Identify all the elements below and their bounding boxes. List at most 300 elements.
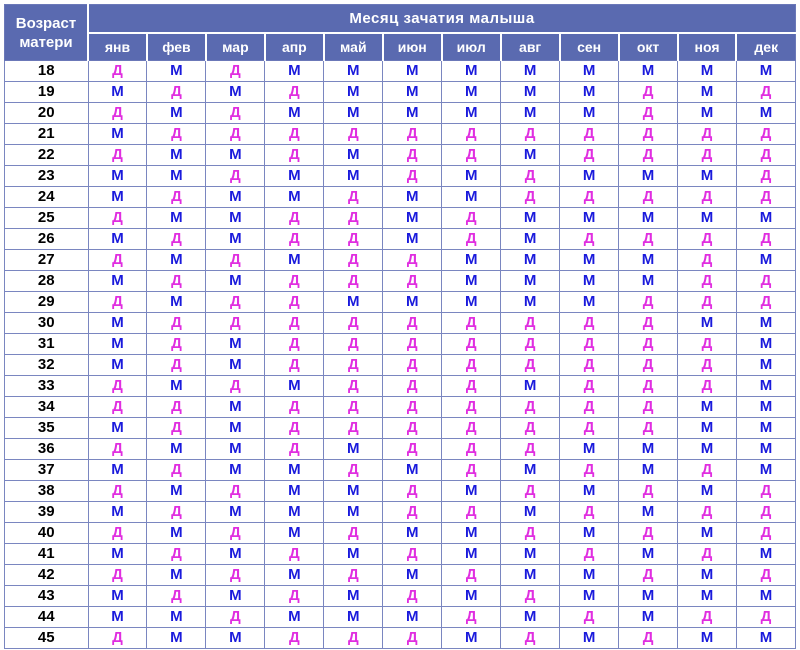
gender-cell: Д xyxy=(736,565,795,586)
month-header: окт xyxy=(619,33,678,61)
gender-cell: М xyxy=(147,145,206,166)
gender-cell: Д xyxy=(206,565,265,586)
mother-age-cell: 30 xyxy=(5,313,89,334)
gender-cell: М xyxy=(324,502,383,523)
gender-cell: Д xyxy=(736,166,795,187)
gender-cell: М xyxy=(324,61,383,82)
gender-cell: М xyxy=(736,439,795,460)
gender-cell: М xyxy=(206,544,265,565)
gender-cell: Д xyxy=(324,313,383,334)
gender-cell: Д xyxy=(324,271,383,292)
gender-cell: М xyxy=(324,586,383,607)
gender-cell: Д xyxy=(88,292,147,313)
gender-cell: М xyxy=(619,502,678,523)
gender-cell: Д xyxy=(206,376,265,397)
mother-age-cell: 33 xyxy=(5,376,89,397)
gender-cell: М xyxy=(88,586,147,607)
gender-cell: Д xyxy=(678,124,737,145)
month-header: мар xyxy=(206,33,265,61)
gender-cell: Д xyxy=(88,628,147,649)
gender-cell: М xyxy=(560,271,619,292)
gender-cell: Д xyxy=(383,397,442,418)
gender-cell: М xyxy=(147,166,206,187)
month-header: янв xyxy=(88,33,147,61)
gender-cell: Д xyxy=(206,313,265,334)
gender-cell: Д xyxy=(206,523,265,544)
gender-cell: М xyxy=(678,397,737,418)
mother-age-cell: 35 xyxy=(5,418,89,439)
gender-cell: М xyxy=(678,313,737,334)
gender-cell: Д xyxy=(383,124,442,145)
gender-cell: М xyxy=(265,250,324,271)
gender-cell: М xyxy=(147,481,206,502)
gender-cell: Д xyxy=(619,565,678,586)
gender-cell: М xyxy=(442,271,501,292)
gender-cell: Д xyxy=(383,271,442,292)
gender-cell: Д xyxy=(265,82,324,103)
gender-cell: М xyxy=(619,607,678,628)
gender-cell: Д xyxy=(678,145,737,166)
table-row xyxy=(5,544,796,565)
gender-cell: Д xyxy=(265,586,324,607)
gender-cell: Д xyxy=(560,334,619,355)
gender-cell: М xyxy=(383,229,442,250)
gender-cell: М xyxy=(442,481,501,502)
gender-cell: Д xyxy=(678,355,737,376)
gender-cell: Д xyxy=(501,313,560,334)
gender-cell: Д xyxy=(619,187,678,208)
gender-cell: М xyxy=(501,103,560,124)
gender-cell: М xyxy=(619,61,678,82)
gender-cell: Д xyxy=(324,124,383,145)
gender-cell: М xyxy=(501,460,560,481)
gender-cell: Д xyxy=(560,460,619,481)
gender-cell: М xyxy=(442,628,501,649)
gender-cell: М xyxy=(501,502,560,523)
gender-cell: Д xyxy=(88,439,147,460)
gender-cell: Д xyxy=(619,82,678,103)
gender-cell: М xyxy=(88,229,147,250)
gender-cell: Д xyxy=(265,397,324,418)
mother-age-cell: 26 xyxy=(5,229,89,250)
table-row xyxy=(5,166,796,187)
gender-cell: М xyxy=(442,166,501,187)
gender-cell: Д xyxy=(88,481,147,502)
gender-cell: Д xyxy=(619,334,678,355)
gender-cell: Д xyxy=(383,250,442,271)
mother-age-cell: 20 xyxy=(5,103,89,124)
gender-cell: Д xyxy=(324,250,383,271)
table-row xyxy=(5,586,796,607)
gender-cell: Д xyxy=(147,397,206,418)
gender-cell: Д xyxy=(147,418,206,439)
gender-cell: М xyxy=(88,82,147,103)
gender-cell: Д xyxy=(619,418,678,439)
gender-cell: Д xyxy=(383,586,442,607)
gender-cell: М xyxy=(736,460,795,481)
gender-cell: М xyxy=(383,208,442,229)
mother-age-cell: 21 xyxy=(5,124,89,145)
gender-cell: М xyxy=(206,439,265,460)
gender-cell: Д xyxy=(147,82,206,103)
gender-cell: Д xyxy=(619,481,678,502)
gender-cell: Д xyxy=(442,229,501,250)
mother-age-cell: 23 xyxy=(5,166,89,187)
table-row xyxy=(5,229,796,250)
gender-cell: Д xyxy=(619,124,678,145)
gender-cell: Д xyxy=(678,292,737,313)
gender-cell: Д xyxy=(383,145,442,166)
gender-cell: М xyxy=(324,292,383,313)
gender-cell: Д xyxy=(560,355,619,376)
gender-cell: М xyxy=(736,628,795,649)
gender-cell: М xyxy=(206,397,265,418)
gender-cell: Д xyxy=(678,502,737,523)
gender-cell: М xyxy=(206,502,265,523)
gender-cell: М xyxy=(678,628,737,649)
gender-cell: М xyxy=(736,376,795,397)
gender-cell: Д xyxy=(501,586,560,607)
gender-cell: Д xyxy=(442,439,501,460)
gender-cell: Д xyxy=(619,229,678,250)
gender-cell: Д xyxy=(383,334,442,355)
gender-cell: М xyxy=(265,502,324,523)
table-row xyxy=(5,397,796,418)
gender-cell: Д xyxy=(324,355,383,376)
gender-cell: Д xyxy=(501,628,560,649)
gender-cell: М xyxy=(560,628,619,649)
gender-cell: М xyxy=(88,418,147,439)
gender-cell: Д xyxy=(736,187,795,208)
gender-prediction-table xyxy=(4,4,796,649)
gender-cell: Д xyxy=(619,103,678,124)
month-header: май xyxy=(324,33,383,61)
gender-cell: Д xyxy=(560,145,619,166)
gender-cell: М xyxy=(383,187,442,208)
gender-cell: М xyxy=(678,523,737,544)
gender-cell: М xyxy=(265,187,324,208)
gender-cell: М xyxy=(560,166,619,187)
gender-cell: М xyxy=(265,103,324,124)
table-row xyxy=(5,292,796,313)
gender-cell: Д xyxy=(324,229,383,250)
gender-cell: М xyxy=(736,355,795,376)
gender-cell: Д xyxy=(560,187,619,208)
gender-cell: М xyxy=(88,355,147,376)
gender-cell: Д xyxy=(88,250,147,271)
gender-cell: Д xyxy=(501,418,560,439)
gender-cell: М xyxy=(736,544,795,565)
mother-age-cell: 44 xyxy=(5,607,89,628)
gender-cell: Д xyxy=(560,418,619,439)
gender-cell: М xyxy=(501,271,560,292)
mother-age-cell: 37 xyxy=(5,460,89,481)
gender-cell: М xyxy=(88,334,147,355)
gender-cell: М xyxy=(678,418,737,439)
gender-cell: Д xyxy=(442,334,501,355)
conception-calendar xyxy=(4,4,796,649)
table-row xyxy=(5,607,796,628)
table-row xyxy=(5,376,796,397)
gender-cell: Д xyxy=(560,397,619,418)
gender-cell: М xyxy=(88,124,147,145)
gender-cell: М xyxy=(324,166,383,187)
gender-cell: Д xyxy=(88,523,147,544)
gender-cell: М xyxy=(619,439,678,460)
mother-age-cell: 36 xyxy=(5,439,89,460)
gender-cell: М xyxy=(88,187,147,208)
month-header: ноя xyxy=(678,33,737,61)
gender-cell: М xyxy=(147,628,206,649)
gender-cell: М xyxy=(501,229,560,250)
gender-cell: М xyxy=(736,334,795,355)
gender-cell: Д xyxy=(736,607,795,628)
gender-cell: М xyxy=(147,208,206,229)
gender-cell: М xyxy=(265,376,324,397)
table-body xyxy=(5,61,796,649)
gender-cell: Д xyxy=(88,565,147,586)
mother-age-cell: 42 xyxy=(5,565,89,586)
mother-age-header-line2: матери xyxy=(19,33,73,51)
table-row xyxy=(5,523,796,544)
gender-cell: М xyxy=(88,271,147,292)
month-header: июн xyxy=(383,33,442,61)
gender-cell: Д xyxy=(736,124,795,145)
gender-cell: М xyxy=(501,250,560,271)
gender-cell: Д xyxy=(560,124,619,145)
gender-cell: М xyxy=(206,229,265,250)
gender-cell: Д xyxy=(678,334,737,355)
gender-cell: Д xyxy=(442,460,501,481)
mother-age-cell: 45 xyxy=(5,628,89,649)
gender-cell: Д xyxy=(147,502,206,523)
gender-cell: М xyxy=(501,292,560,313)
gender-cell: Д xyxy=(383,313,442,334)
mother-age-cell: 31 xyxy=(5,334,89,355)
gender-cell: М xyxy=(619,586,678,607)
gender-cell: Д xyxy=(265,628,324,649)
gender-cell: М xyxy=(147,607,206,628)
gender-cell: М xyxy=(383,292,442,313)
table-row xyxy=(5,271,796,292)
gender-cell: М xyxy=(736,208,795,229)
gender-cell: Д xyxy=(678,544,737,565)
gender-cell: М xyxy=(265,61,324,82)
mother-age-header-line1: Возраст xyxy=(15,14,77,32)
gender-cell: Д xyxy=(383,544,442,565)
gender-cell: М xyxy=(501,82,560,103)
gender-cell: Д xyxy=(442,397,501,418)
gender-cell: М xyxy=(147,250,206,271)
gender-cell: М xyxy=(324,439,383,460)
table-row xyxy=(5,481,796,502)
gender-cell: Д xyxy=(324,418,383,439)
gender-cell: Д xyxy=(678,460,737,481)
gender-cell: М xyxy=(560,292,619,313)
gender-cell: Д xyxy=(678,250,737,271)
gender-cell: М xyxy=(501,607,560,628)
gender-cell: М xyxy=(560,250,619,271)
gender-cell: М xyxy=(265,523,324,544)
month-header-row xyxy=(5,33,796,61)
gender-cell: М xyxy=(88,460,147,481)
gender-cell: М xyxy=(88,544,147,565)
gender-cell: М xyxy=(265,607,324,628)
gender-cell: Д xyxy=(383,502,442,523)
table-row xyxy=(5,418,796,439)
gender-cell: Д xyxy=(88,208,147,229)
gender-cell: Д xyxy=(324,565,383,586)
table-row xyxy=(5,565,796,586)
gender-cell: М xyxy=(206,82,265,103)
gender-cell: Д xyxy=(147,271,206,292)
gender-cell: Д xyxy=(383,439,442,460)
mother-age-cell: 39 xyxy=(5,502,89,523)
gender-cell: М xyxy=(324,544,383,565)
gender-cell: М xyxy=(206,355,265,376)
gender-cell: М xyxy=(678,82,737,103)
gender-cell: Д xyxy=(736,502,795,523)
gender-cell: М xyxy=(442,82,501,103)
gender-cell: Д xyxy=(442,607,501,628)
table-row xyxy=(5,124,796,145)
gender-cell: Д xyxy=(265,271,324,292)
gender-cell: Д xyxy=(147,229,206,250)
gender-cell: М xyxy=(619,208,678,229)
gender-cell: М xyxy=(206,586,265,607)
gender-cell: Д xyxy=(206,103,265,124)
gender-cell: Д xyxy=(147,355,206,376)
gender-cell: Д xyxy=(442,145,501,166)
gender-cell: Д xyxy=(324,397,383,418)
mother-age-cell: 34 xyxy=(5,397,89,418)
table-row xyxy=(5,334,796,355)
gender-cell: М xyxy=(619,250,678,271)
gender-cell: М xyxy=(324,82,383,103)
table-row xyxy=(5,355,796,376)
gender-cell: М xyxy=(324,481,383,502)
mother-age-cell: 32 xyxy=(5,355,89,376)
gender-cell: Д xyxy=(265,124,324,145)
gender-cell: Д xyxy=(383,481,442,502)
gender-cell: Д xyxy=(324,523,383,544)
gender-cell: М xyxy=(560,523,619,544)
gender-cell: М xyxy=(147,439,206,460)
month-header: июл xyxy=(442,33,501,61)
gender-cell: М xyxy=(265,565,324,586)
mother-age-cell: 29 xyxy=(5,292,89,313)
gender-cell: Д xyxy=(265,145,324,166)
gender-cell: М xyxy=(501,61,560,82)
gender-cell: М xyxy=(442,292,501,313)
gender-cell: М xyxy=(383,61,442,82)
gender-cell: М xyxy=(501,145,560,166)
mother-age-cell: 19 xyxy=(5,82,89,103)
gender-cell: Д xyxy=(560,607,619,628)
gender-cell: М xyxy=(206,208,265,229)
gender-cell: М xyxy=(383,607,442,628)
mother-age-cell: 22 xyxy=(5,145,89,166)
gender-cell: Д xyxy=(442,418,501,439)
mother-age-cell: 27 xyxy=(5,250,89,271)
gender-cell: Д xyxy=(383,166,442,187)
gender-cell: М xyxy=(442,61,501,82)
gender-cell: М xyxy=(736,418,795,439)
gender-cell: М xyxy=(88,607,147,628)
gender-cell: М xyxy=(736,397,795,418)
gender-cell: Д xyxy=(383,355,442,376)
gender-cell: М xyxy=(206,271,265,292)
gender-cell: М xyxy=(206,145,265,166)
gender-cell: Д xyxy=(619,628,678,649)
gender-cell: Д xyxy=(324,376,383,397)
gender-cell: Д xyxy=(147,313,206,334)
gender-cell: Д xyxy=(501,166,560,187)
table-row xyxy=(5,103,796,124)
gender-cell: М xyxy=(206,187,265,208)
gender-cell: М xyxy=(619,271,678,292)
gender-cell: Д xyxy=(736,481,795,502)
gender-cell: Д xyxy=(265,208,324,229)
gender-cell: Д xyxy=(324,334,383,355)
gender-cell: М xyxy=(206,628,265,649)
gender-cell: Д xyxy=(324,208,383,229)
gender-cell: М xyxy=(560,439,619,460)
mother-age-cell: 40 xyxy=(5,523,89,544)
gender-cell: М xyxy=(147,61,206,82)
gender-cell: Д xyxy=(265,544,324,565)
gender-cell: Д xyxy=(265,229,324,250)
gender-cell: Д xyxy=(206,250,265,271)
gender-cell: М xyxy=(147,292,206,313)
gender-cell: Д xyxy=(206,607,265,628)
table-row xyxy=(5,82,796,103)
gender-cell: Д xyxy=(265,313,324,334)
gender-cell: М xyxy=(736,250,795,271)
gender-cell: Д xyxy=(442,208,501,229)
gender-cell: Д xyxy=(736,523,795,544)
gender-cell: Д xyxy=(501,187,560,208)
gender-cell: Д xyxy=(442,355,501,376)
gender-cell: Д xyxy=(560,544,619,565)
gender-cell: М xyxy=(619,544,678,565)
gender-cell: М xyxy=(619,460,678,481)
month-header: сен xyxy=(560,33,619,61)
month-header: дек xyxy=(736,33,795,61)
gender-cell: М xyxy=(88,313,147,334)
gender-cell: М xyxy=(265,166,324,187)
gender-cell: М xyxy=(678,481,737,502)
gender-cell: Д xyxy=(736,292,795,313)
mother-age-cell: 38 xyxy=(5,481,89,502)
gender-cell: Д xyxy=(147,544,206,565)
gender-cell: М xyxy=(736,313,795,334)
gender-cell: Д xyxy=(324,628,383,649)
gender-cell: М xyxy=(678,586,737,607)
gender-cell: М xyxy=(442,250,501,271)
gender-cell: Д xyxy=(383,628,442,649)
gender-cell: Д xyxy=(501,334,560,355)
table-row xyxy=(5,502,796,523)
gender-cell: М xyxy=(560,208,619,229)
gender-cell: Д xyxy=(736,271,795,292)
gender-cell: Д xyxy=(619,397,678,418)
gender-cell: Д xyxy=(265,439,324,460)
gender-cell: М xyxy=(736,586,795,607)
gender-cell: М xyxy=(206,334,265,355)
gender-cell: Д xyxy=(678,607,737,628)
gender-cell: М xyxy=(206,460,265,481)
